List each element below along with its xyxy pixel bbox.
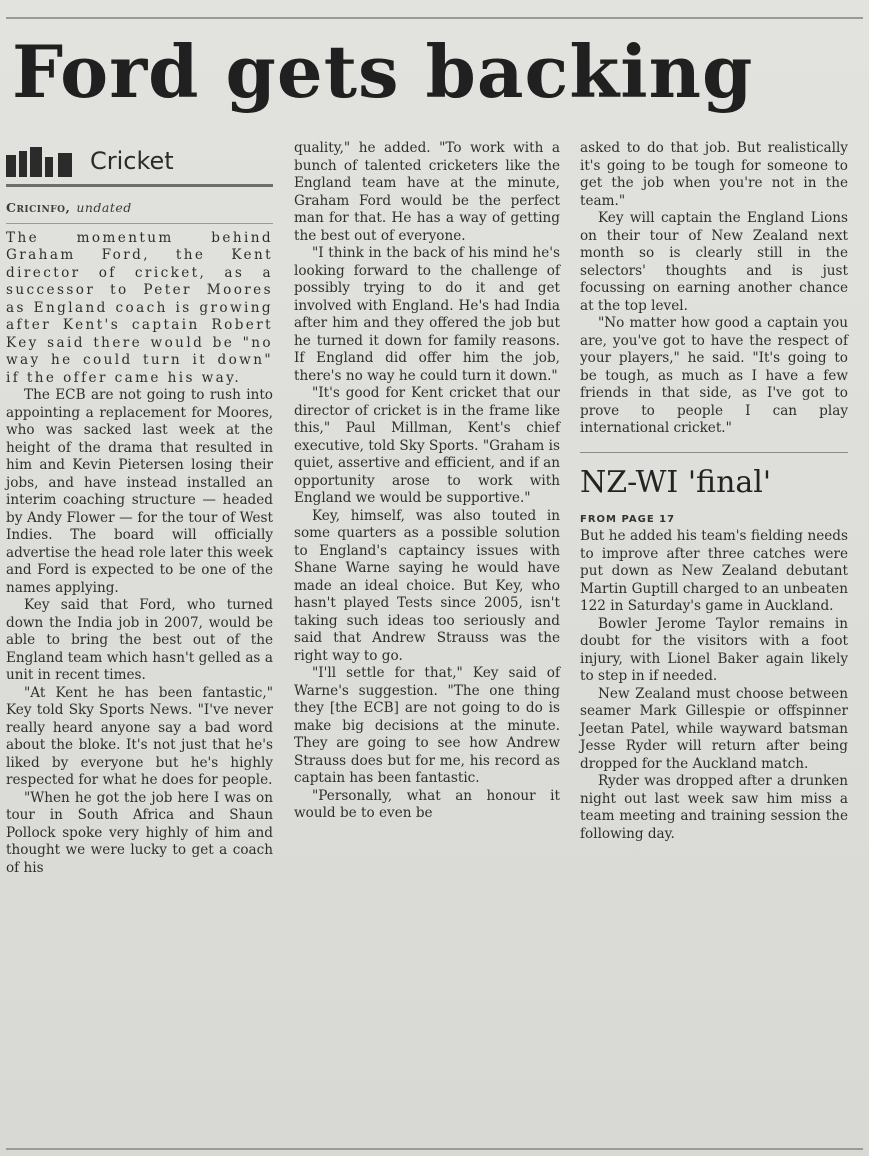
- paragraph: New Zealand must choose between seamer Mark Gillespie or offspinner Jeetan Patel, while wayward batsman Jesse Ryder will return after being dropped for the Auckland match.: [580, 685, 848, 772]
- paragraph: Key, himself, was also touted in some quarters as a possible solution to England's captaincy issues with Shane Warne saying he would have made an ideal choice. But Key, who hasn't played Tests since 2005, isn't taking such ideas too seriously and said that Andrew Strauss was the right way to go.: [294, 507, 560, 664]
- paragraph: Bowler Jerome Taylor remains in doubt for the visitors with a foot injury, with Lionel Baker again likely to step in if needed.: [580, 615, 848, 684]
- paragraph: quality," he added. "To work with a bunch of talented cricketers like the England team have at the minute, Graham Ford would be the perfect man for that. He has a way of getting the best out of everyone.: [294, 140, 560, 244]
- paragraph: "It's good for Kent cricket that our director of cricket is in the frame like this," Paul Millman, Kent's chief executive, told Sky Sports. "Graham is quiet, assertive and efficient, and if an opportunity arose to work with England we would be supportive.": [294, 385, 560, 506]
- top-rule: [6, 17, 863, 19]
- section-tag: [6, 140, 273, 187]
- byline-source: Cricinfo,: [6, 200, 71, 215]
- paragraph: "At Kent he has been fantastic," Key told Sky Sports News. "I've never really heard anyone say a bad word about the bloke. It's not just that he's liked by everyone but he's highly respected for what he does for people.: [6, 684, 273, 788]
- paragraph: But he added his team's fielding needs to improve after three catches were put down as New Zealand debutant Martin Guptill charged to an unbeaten 122 in Saturday's game in Auckland.: [580, 528, 848, 614]
- paragraph: Key will captain the England Lions on their tour of New Zealand next month so is clearly still in the selectors' thoughts and is just focussing on earning another chance at the top level.: [580, 210, 848, 314]
- paragraph: asked to do that job. But realistically it's going to be tough for someone to get the job when you're not in the team.": [580, 140, 848, 209]
- column-3: [580, 140, 848, 843]
- paragraph: The ECB are not going to rush into appointing a replacement for Moores, who was sacked last week at the height of the drama that resulted in him and Kevin Pietersen losing their jobs, and have instead installed an interim coaching structure — headed by Andy Flower — for the tour of West Indies. The board will officially advertise the head role later this week and Ford is expected to be one of the names applying.: [6, 387, 273, 596]
- paragraph: Ryder was dropped after a drunken night out last week saw him miss a team meeting and training session the following day.: [580, 773, 848, 842]
- byline-date: undated: [76, 200, 132, 215]
- paragraph: "Personally, what an honour it would be to even be: [294, 787, 560, 821]
- subhead: NZ-WI 'final': [580, 464, 772, 500]
- from-page-label: FROM PAGE 17: [580, 513, 676, 525]
- paragraph: Key said that Ford, who turned down the India job in 2007, would be able to bring the best out of the England team which hasn't gelled as a unit in recent times.: [6, 597, 273, 683]
- bottom-rule: [6, 1148, 863, 1150]
- paragraph: "When he got the job here I was on tour in South Africa and Shaun Pollock spoke very highly of him and thought we were lucky to get a coach of his: [6, 789, 273, 876]
- paragraph: "I think in the back of his mind he's looking forward to the challenge of possibly trying to do it and get involved with England. He's had India after him and they offered the job but he turned it down for family reasons. If England did offer him the job, there's no way he could turn it down.": [294, 245, 560, 384]
- paragraph: The momentum behind Graham Ford, the Kent director of cricket, as a successor to Peter Moores as England coach is growing after Kent's captain Robert Key said there would be "no way he could turn it down" if the offer came his way.: [6, 229, 273, 386]
- paragraph: "No matter how good a captain you are, you've got to have the respect of your players," he said. "It's going to be tough, as much as I have a few friends in that side, as I've got to prove to people I can play international cricket.": [580, 315, 848, 436]
- section-label: Cricket: [90, 147, 174, 176]
- column-2: [294, 140, 560, 823]
- subhead-rule: [580, 452, 848, 453]
- cricket-logo-icon: [6, 147, 80, 177]
- paragraph: "I'll settle for that," Key said of Warne's suggestion. "The one thing they [the ECB] are not going to do is make big decisions at the minute. They are going to see how Andrew Strauss does but for me, his record as captain has been fantastic.: [294, 665, 560, 786]
- byline: [6, 199, 273, 224]
- headline: Ford gets backing: [12, 29, 754, 114]
- column-1: [6, 140, 273, 877]
